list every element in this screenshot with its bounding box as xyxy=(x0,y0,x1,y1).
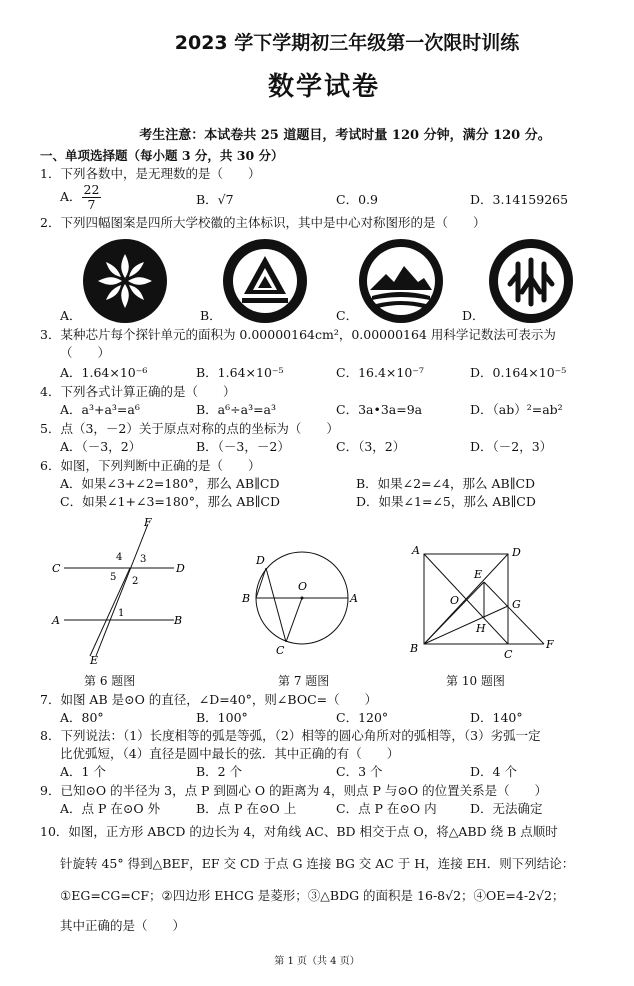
q6-option-d: D．如果∠1=∠5，那么 AB∥CD xyxy=(356,494,536,509)
svg-text:5: 5 xyxy=(110,572,117,583)
q1-option-b: B．√7 xyxy=(196,192,234,207)
svg-text:2: 2 xyxy=(132,576,139,587)
svg-text:B: B xyxy=(410,642,419,655)
q9-option-c: C．点 P 在⊙O 内 xyxy=(336,801,437,816)
exam-notice: 考生注意：本试卷共 25 道题目，考试时量 120 分钟，满分 120 分。 xyxy=(139,128,551,143)
q7-option-a: A．80° xyxy=(60,710,104,725)
q2-option-b: B． xyxy=(200,308,222,323)
q2-option-a: A． xyxy=(60,308,82,323)
svg-text:C: C xyxy=(504,648,513,661)
q7-option-c: C．120° xyxy=(336,710,389,725)
svg-text:1: 1 xyxy=(118,608,125,619)
q3-option-d: D．0.164×10⁻⁵ xyxy=(470,365,567,380)
q3-option-a: A．1.64×10⁻⁶ xyxy=(60,365,148,380)
fraction: $\frac{22}{7}$ xyxy=(83,182,100,212)
svg-text:F: F xyxy=(144,516,152,529)
svg-text:4: 4 xyxy=(116,552,123,563)
figure-6-diagram xyxy=(44,514,194,674)
emblem-a-icon xyxy=(82,238,168,324)
svg-text:C: C xyxy=(276,644,285,657)
exam-title: 2023 学下学期初三年级第一次限时训练 xyxy=(174,32,520,54)
q5-option-b: B．（－3，－2） xyxy=(196,439,290,454)
svg-text:D: D xyxy=(256,554,265,567)
exam-subject: 数学试卷 xyxy=(267,72,380,102)
q1-option-d: D．3.14159265 xyxy=(470,192,569,207)
q10-conclusions: ①EG=CG=CF；②四边形 EHCG 是菱形；③△BDG 的面积是 16-8√2；④OE=4-2√2； xyxy=(60,888,565,903)
svg-text:B: B xyxy=(242,592,251,605)
q10-question: 其中正确的是（ ） xyxy=(60,918,186,933)
figure-7-diagram xyxy=(236,546,366,662)
q6-option-a: A．如果∠3+∠2=180°，那么 AB∥CD xyxy=(60,476,280,491)
q7-option-b: B．100° xyxy=(196,710,248,725)
q2-option-d: D． xyxy=(462,308,485,323)
q1-option-c: C．0.9 xyxy=(336,192,378,207)
q4-option-c: C．3a•3a=9a xyxy=(336,402,423,417)
q1-stem: 1．下列各数中，是无理数的是（ ） xyxy=(40,166,261,181)
q6-stem: 6．如图，下列判断中正确的是（ ） xyxy=(40,458,261,473)
q2-stem: 2．下列四幅图案是四所大学校徽的主体标识，其中是中心对称图形的是（ ） xyxy=(40,215,486,230)
q8-stem-cont: 比优弧短，（4）直径是圆中最长的弦．其中正确的有（ ） xyxy=(60,746,400,761)
q8-option-c: C．3 个 xyxy=(336,764,383,779)
svg-text:D: D xyxy=(512,546,521,559)
q4-option-a: A．a³+a³=a⁶ xyxy=(60,402,140,417)
q6-option-b: B．如果∠2=∠4，那么 AB∥CD xyxy=(356,476,536,491)
svg-text:E: E xyxy=(474,568,483,581)
svg-text:E: E xyxy=(90,654,99,667)
q5-option-d: D．（－2，3） xyxy=(470,439,553,454)
q3-option-b: B．1.64×10⁻⁵ xyxy=(196,365,284,380)
emblem-c-icon xyxy=(358,238,444,324)
q3-option-c: C．16.4×10⁻⁷ xyxy=(336,365,424,380)
q7-option-d: D．140° xyxy=(470,710,523,725)
svg-text:F: F xyxy=(546,638,554,651)
q5-option-c: C．（3，2） xyxy=(336,439,406,454)
svg-text:C: C xyxy=(52,562,61,575)
q3-stem: 3．某种芯片每个探针单元的面积为 0.00000164cm²，0.00000164 用科学记数法可表示为 xyxy=(40,327,556,342)
figure-6-caption: 第 6 题图 xyxy=(84,674,136,688)
q1-option-a: A． $\frac{22}{7}$ xyxy=(60,182,100,212)
q4-stem: 4．下列各式计算正确的是（ ） xyxy=(40,384,236,399)
svg-text:H: H xyxy=(476,622,486,635)
q6-option-c: C．如果∠1+∠3=180°，那么 AB∥CD xyxy=(60,494,281,509)
q8-stem: 8．下列说法：（1）长度相等的弧是等弧，（2）相等的圆心角所对的弧相等，（3）劣弧一定 xyxy=(40,728,541,743)
q4-option-d: D．（ab）²=ab² xyxy=(470,402,563,417)
svg-text:A: A xyxy=(52,614,60,627)
q5-stem: 5．点（3，－2）关于原点对称的点的坐标为（ ） xyxy=(40,421,339,436)
q8-option-a: A．1 个 xyxy=(60,764,106,779)
emblem-d-icon xyxy=(488,238,574,324)
q7-stem: 7．如图 AB 是⊙O 的直径，∠D=40°，则∠BOC=（ ） xyxy=(40,692,378,707)
svg-text:D: D xyxy=(176,562,185,575)
svg-text:O: O xyxy=(298,580,308,593)
svg-text:3: 3 xyxy=(140,554,147,565)
figure-7-caption: 第 7 题图 xyxy=(278,674,330,688)
q8-option-d: D．4 个 xyxy=(470,764,517,779)
q3-stem-cont: （ ） xyxy=(60,345,111,360)
q5-option-a: A．（－3，2） xyxy=(60,439,142,454)
q2-option-c: C． xyxy=(336,308,359,323)
q9-option-d: D．无法确定 xyxy=(470,801,543,816)
section-heading: 一、单项选择题（每小题 3 分，共 30 分） xyxy=(40,148,284,163)
q10-stem: 10．如图，正方形 ABCD 的边长为 4，对角线 AC、BD 相交于点 O，将△ABD 绕 B 点顺时 xyxy=(40,824,558,839)
figure-10-caption: 第 10 题图 xyxy=(446,674,505,688)
q9-option-b: B．点 P 在⊙O 上 xyxy=(196,801,297,816)
q4-option-b: B．a⁶÷a³=a³ xyxy=(196,402,277,417)
svg-text:A: A xyxy=(412,544,420,557)
svg-text:O: O xyxy=(450,594,460,607)
svg-text:G: G xyxy=(512,598,521,611)
svg-text:A: A xyxy=(350,592,358,605)
svg-text:B: B xyxy=(174,614,183,627)
q10-stem-cont: 针旋转 45° 得到△BEF，EF 交 CD 于点 G 连接 BG 交 AC 于 H，连接 EH．则下列结论： xyxy=(60,856,575,871)
figure-10-diagram xyxy=(404,542,564,662)
emblem-b-icon xyxy=(222,238,308,324)
q9-stem: 9．已知⊙O 的半径为 3，点 P 到圆心 O 的距离为 4，则点 P 与⊙O 的位置关系是（ ） xyxy=(40,783,548,798)
q8-option-b: B．2 个 xyxy=(196,764,243,779)
q9-option-a: A．点 P 在⊙O 外 xyxy=(60,801,161,816)
page-footer: 第 1 页（共 4 页） xyxy=(274,956,360,967)
